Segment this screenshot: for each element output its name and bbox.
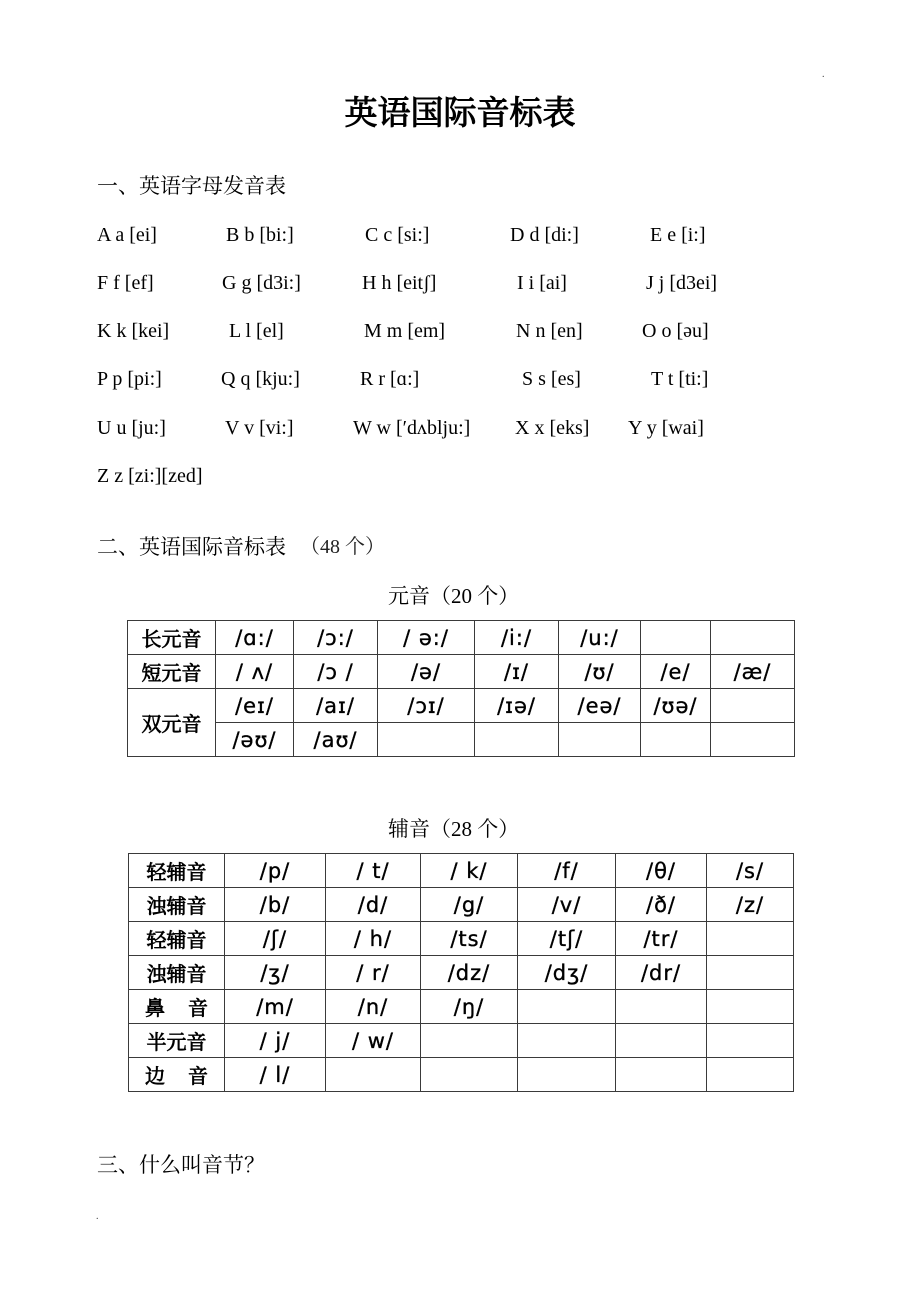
phoneme-cell: /n/ bbox=[326, 990, 421, 1024]
row-label: 双元音 bbox=[128, 689, 216, 757]
empty-cell bbox=[707, 1058, 794, 1092]
phoneme-cell: /dr/ bbox=[616, 956, 707, 990]
phoneme-cell: / t/ bbox=[326, 854, 421, 888]
alphabet-item: G g [d3i:] bbox=[222, 272, 301, 294]
phoneme-cell: /z/ bbox=[707, 888, 794, 922]
phoneme-cell: /ɪə/ bbox=[475, 689, 559, 723]
empty-cell bbox=[707, 1024, 794, 1058]
empty-cell bbox=[707, 956, 794, 990]
phoneme-cell: /i:/ bbox=[475, 621, 559, 655]
phoneme-cell: /m/ bbox=[225, 990, 326, 1024]
phoneme-cell: /s/ bbox=[707, 854, 794, 888]
table-row-long-vowels bbox=[128, 621, 795, 655]
table-row bbox=[129, 990, 794, 1024]
alphabet-item: F f [ef] bbox=[97, 272, 154, 294]
table-row bbox=[129, 1024, 794, 1058]
alphabet-item: R r [ɑ:] bbox=[360, 368, 420, 390]
phoneme-cell: / k/ bbox=[421, 854, 518, 888]
section-heading-alphabet: 一、英语字母发音表 bbox=[97, 174, 286, 198]
phoneme-cell: / w/ bbox=[326, 1024, 421, 1058]
row-label: 浊辅音 bbox=[129, 956, 225, 990]
empty-cell bbox=[616, 990, 707, 1024]
alphabet-item: P p [pi:] bbox=[97, 368, 162, 390]
phoneme-cell: /eɪ/ bbox=[216, 689, 294, 723]
phoneme-cell: /ʊə/ bbox=[641, 689, 711, 723]
alphabet-item: J j [d3ei] bbox=[646, 272, 718, 294]
row-label: 鼻 音 bbox=[129, 990, 225, 1024]
alphabet-item: Z z [zi:][zed] bbox=[97, 465, 203, 487]
phoneme-cell: /p/ bbox=[225, 854, 326, 888]
phoneme-cell: /u:/ bbox=[559, 621, 641, 655]
phoneme-cell: /e/ bbox=[641, 655, 711, 689]
phoneme-cell: / r/ bbox=[326, 956, 421, 990]
empty-cell bbox=[711, 689, 795, 723]
phoneme-cell: /ɔ / bbox=[294, 655, 378, 689]
alphabet-item: T t [ti:] bbox=[651, 368, 709, 390]
empty-cell bbox=[641, 621, 711, 655]
alphabet-item: C c [si:] bbox=[365, 224, 430, 246]
alphabet-item: X x [eks] bbox=[515, 417, 590, 439]
table-row bbox=[129, 854, 794, 888]
phoneme-cell: / h/ bbox=[326, 922, 421, 956]
phoneme-cell: / ə:/ bbox=[378, 621, 475, 655]
row-label: 边 音 bbox=[129, 1058, 225, 1092]
row-label: 短元音 bbox=[128, 655, 216, 689]
table-row-short-vowels bbox=[128, 655, 795, 689]
header-mark: . bbox=[822, 69, 825, 80]
row-label: 浊辅音 bbox=[129, 888, 225, 922]
row-label: 半元音 bbox=[129, 1024, 225, 1058]
empty-cell bbox=[518, 1058, 616, 1092]
phoneme-cell: /ʒ/ bbox=[225, 956, 326, 990]
phoneme-cell: /dʒ/ bbox=[518, 956, 616, 990]
empty-cell bbox=[518, 990, 616, 1024]
alphabet-item: I i [ai] bbox=[517, 272, 567, 294]
alphabet-item: V v [vi:] bbox=[225, 417, 294, 439]
row-label: 轻辅音 bbox=[129, 854, 225, 888]
alphabet-item: K k [kei] bbox=[97, 320, 170, 342]
alphabet-item: Y y [wai] bbox=[628, 417, 704, 439]
phoneme-cell: /ts/ bbox=[421, 922, 518, 956]
alphabet-item: M m [em] bbox=[364, 320, 446, 342]
vowel-table bbox=[127, 620, 795, 757]
table-row bbox=[129, 956, 794, 990]
consonant-caption: 辅音（28 个） bbox=[388, 817, 520, 841]
page-title: 英语国际音标表 bbox=[344, 93, 576, 132]
phoneme-cell: /aɪ/ bbox=[294, 689, 378, 723]
empty-cell bbox=[421, 1058, 518, 1092]
table-row bbox=[129, 922, 794, 956]
alphabet-item: B b [bi:] bbox=[226, 224, 294, 246]
phoneme-cell: /ə/ bbox=[378, 655, 475, 689]
empty-cell bbox=[475, 723, 559, 757]
empty-cell bbox=[378, 723, 475, 757]
empty-cell bbox=[707, 922, 794, 956]
phoneme-cell: /b/ bbox=[225, 888, 326, 922]
table-row bbox=[129, 1058, 794, 1092]
phoneme-cell: /dz/ bbox=[421, 956, 518, 990]
alphabet-item: A a [ei] bbox=[97, 224, 157, 246]
phoneme-cell: /əʊ/ bbox=[216, 723, 294, 757]
empty-cell bbox=[641, 723, 711, 757]
phoneme-cell: /ð/ bbox=[616, 888, 707, 922]
table-row-diphthongs bbox=[128, 689, 795, 723]
phoneme-cell: /θ/ bbox=[616, 854, 707, 888]
empty-cell bbox=[711, 723, 795, 757]
alphabet-item: D d [di:] bbox=[510, 224, 579, 246]
alphabet-item: W w [′dʌblju:] bbox=[353, 417, 471, 439]
empty-cell bbox=[326, 1058, 421, 1092]
phoneme-cell: /æ/ bbox=[711, 655, 795, 689]
phoneme-cell: /tr/ bbox=[616, 922, 707, 956]
table-row bbox=[129, 888, 794, 922]
phoneme-cell: /ɔɪ/ bbox=[378, 689, 475, 723]
footer-mark: . bbox=[96, 1211, 99, 1222]
alphabet-item: O o [əu] bbox=[642, 320, 709, 342]
phoneme-cell: /ʊ/ bbox=[559, 655, 641, 689]
section-heading-syllable: 三、什么叫音节？ bbox=[97, 1153, 265, 1177]
empty-cell bbox=[616, 1058, 707, 1092]
section-heading-ipa: 二、英语国际音标表 bbox=[97, 535, 286, 559]
table-row-diphthongs-2 bbox=[128, 723, 795, 757]
empty-cell bbox=[707, 990, 794, 1024]
alphabet-item: S s [es] bbox=[522, 368, 581, 390]
alphabet-item: H h [eitʃ] bbox=[362, 272, 437, 294]
alphabet-item: N n [en] bbox=[516, 320, 583, 342]
phoneme-cell: /ɑ:/ bbox=[216, 621, 294, 655]
phoneme-cell: /g/ bbox=[421, 888, 518, 922]
ipa-count: （48 个） bbox=[300, 536, 385, 558]
phoneme-cell: /eə/ bbox=[559, 689, 641, 723]
phoneme-cell: /ɪ/ bbox=[475, 655, 559, 689]
phoneme-cell: /ɔ:/ bbox=[294, 621, 378, 655]
phoneme-cell: /ʃ/ bbox=[225, 922, 326, 956]
phoneme-cell: / ʌ/ bbox=[216, 655, 294, 689]
phoneme-cell: /tʃ/ bbox=[518, 922, 616, 956]
alphabet-item: L l [el] bbox=[229, 320, 284, 342]
empty-cell bbox=[559, 723, 641, 757]
phoneme-cell: / l/ bbox=[225, 1058, 326, 1092]
alphabet-item: E e [i:] bbox=[650, 224, 706, 246]
phoneme-cell: /ŋ/ bbox=[421, 990, 518, 1024]
empty-cell bbox=[518, 1024, 616, 1058]
consonant-table bbox=[128, 853, 794, 1092]
phoneme-cell: /d/ bbox=[326, 888, 421, 922]
empty-cell bbox=[711, 621, 795, 655]
phoneme-cell: /v/ bbox=[518, 888, 616, 922]
phoneme-cell: / j/ bbox=[225, 1024, 326, 1058]
row-label: 轻辅音 bbox=[129, 922, 225, 956]
phoneme-cell: /f/ bbox=[518, 854, 616, 888]
empty-cell bbox=[616, 1024, 707, 1058]
alphabet-item: U u [ju:] bbox=[97, 417, 166, 439]
vowel-caption: 元音（20 个） bbox=[388, 584, 520, 608]
row-label: 长元音 bbox=[128, 621, 216, 655]
phoneme-cell: /aʊ/ bbox=[294, 723, 378, 757]
alphabet-item: Q q [kju:] bbox=[221, 368, 300, 390]
empty-cell bbox=[421, 1024, 518, 1058]
